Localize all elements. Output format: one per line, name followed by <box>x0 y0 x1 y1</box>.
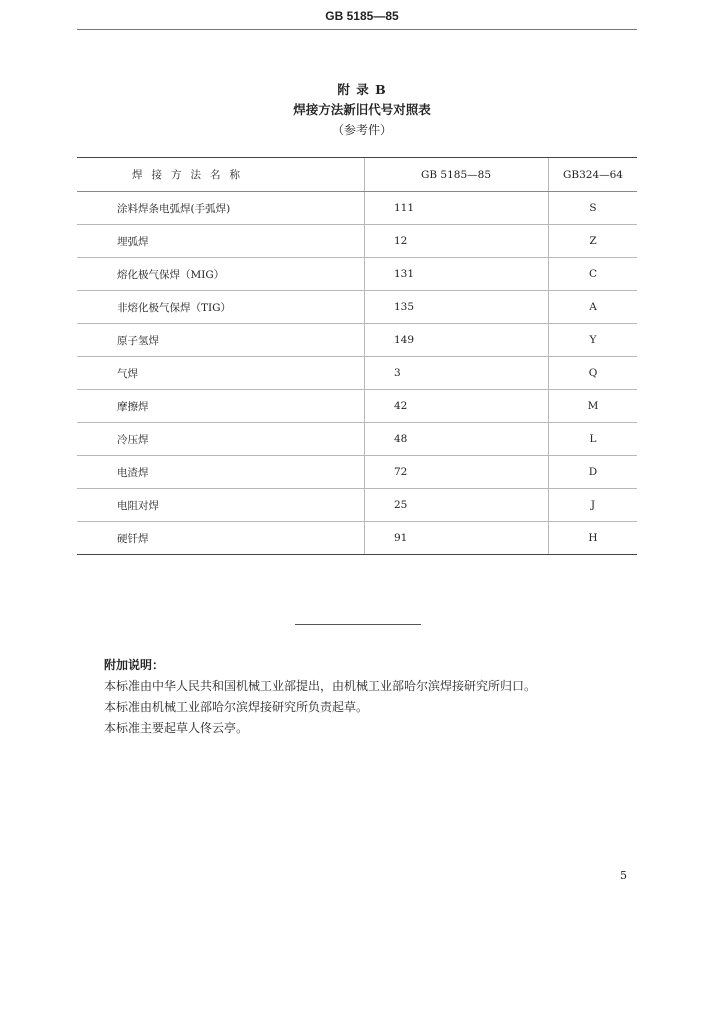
method-name-cell: 涂料焊条电弧焊(手弧焊) <box>77 192 365 225</box>
old-code-cell: C <box>549 258 638 291</box>
table-row <box>77 522 637 555</box>
note-line: 本标准由中华人民共和国机械工业部提出，由机械工业部哈尔滨焊接研究所归口。 <box>104 679 537 693</box>
header-divider <box>77 29 637 30</box>
new-code-cell: 149 <box>365 324 549 357</box>
table-row <box>77 423 637 456</box>
table-row <box>77 456 637 489</box>
new-code-cell: 42 <box>365 390 549 423</box>
new-code-cell: 135 <box>365 291 549 324</box>
new-code-cell: 131 <box>365 258 549 291</box>
old-code-cell: Q <box>549 357 638 390</box>
method-name-cell: 非熔化极气保焊（TIG） <box>77 291 365 324</box>
old-code-cell: Y <box>549 324 638 357</box>
old-code-cell: S <box>549 192 638 225</box>
standard-code-header: GB 5185—85 <box>325 9 399 23</box>
old-code-cell: J <box>549 489 638 522</box>
additional-notes <box>104 655 536 739</box>
page-number: 5 <box>620 869 627 882</box>
end-of-table-divider <box>295 624 421 625</box>
method-name-cell: 熔化极气保焊（MIG） <box>77 258 365 291</box>
new-code-cell: 25 <box>365 489 549 522</box>
column-header-method: 焊接方法名称 <box>77 158 365 192</box>
table-row <box>77 258 637 291</box>
old-code-cell: A <box>549 291 638 324</box>
method-name-cell: 原子氢焊 <box>77 324 365 357</box>
table-row <box>77 489 637 522</box>
old-code-cell: D <box>549 456 638 489</box>
old-code-cell: L <box>549 423 638 456</box>
table-row <box>77 225 637 258</box>
table-subtitle: （参考件） <box>331 123 392 137</box>
comparison-table <box>77 157 637 555</box>
old-code-cell: M <box>549 390 638 423</box>
column-header-new-code: GB 5185—85 <box>365 158 549 192</box>
table-row <box>77 357 637 390</box>
table-title: 焊接方法新旧代号对照表 <box>293 102 431 117</box>
new-code-cell: 91 <box>365 522 549 555</box>
new-code-cell: 3 <box>365 357 549 390</box>
method-name-cell: 气焊 <box>77 357 365 390</box>
old-code-cell: H <box>549 522 638 555</box>
new-code-cell: 72 <box>365 456 549 489</box>
table-row <box>77 192 637 225</box>
note-line: 本标准由机械工业部哈尔滨焊接研究所负责起草。 <box>104 700 369 714</box>
table-row <box>77 390 637 423</box>
method-name-cell: 硬钎焊 <box>77 522 365 555</box>
new-code-cell: 111 <box>365 192 549 225</box>
method-name-cell: 摩擦焊 <box>77 390 365 423</box>
method-name-cell: 电阻对焊 <box>77 489 365 522</box>
column-header-old-code: GB324—64 <box>549 158 638 192</box>
appendix-label: 附 录 B <box>337 82 387 97</box>
table-header-row <box>77 158 637 192</box>
table-row <box>77 324 637 357</box>
notes-title: 附加说明： <box>104 658 165 672</box>
table-row <box>77 291 637 324</box>
method-name-cell: 冷压焊 <box>77 423 365 456</box>
old-code-cell: Z <box>549 225 638 258</box>
new-code-cell: 12 <box>365 225 549 258</box>
note-line: 本标准主要起草人佟云亭。 <box>104 721 249 735</box>
new-code-cell: 48 <box>365 423 549 456</box>
appendix-title-block <box>0 81 724 139</box>
method-name-cell: 埋弧焊 <box>77 225 365 258</box>
method-name-cell: 电渣焊 <box>77 456 365 489</box>
